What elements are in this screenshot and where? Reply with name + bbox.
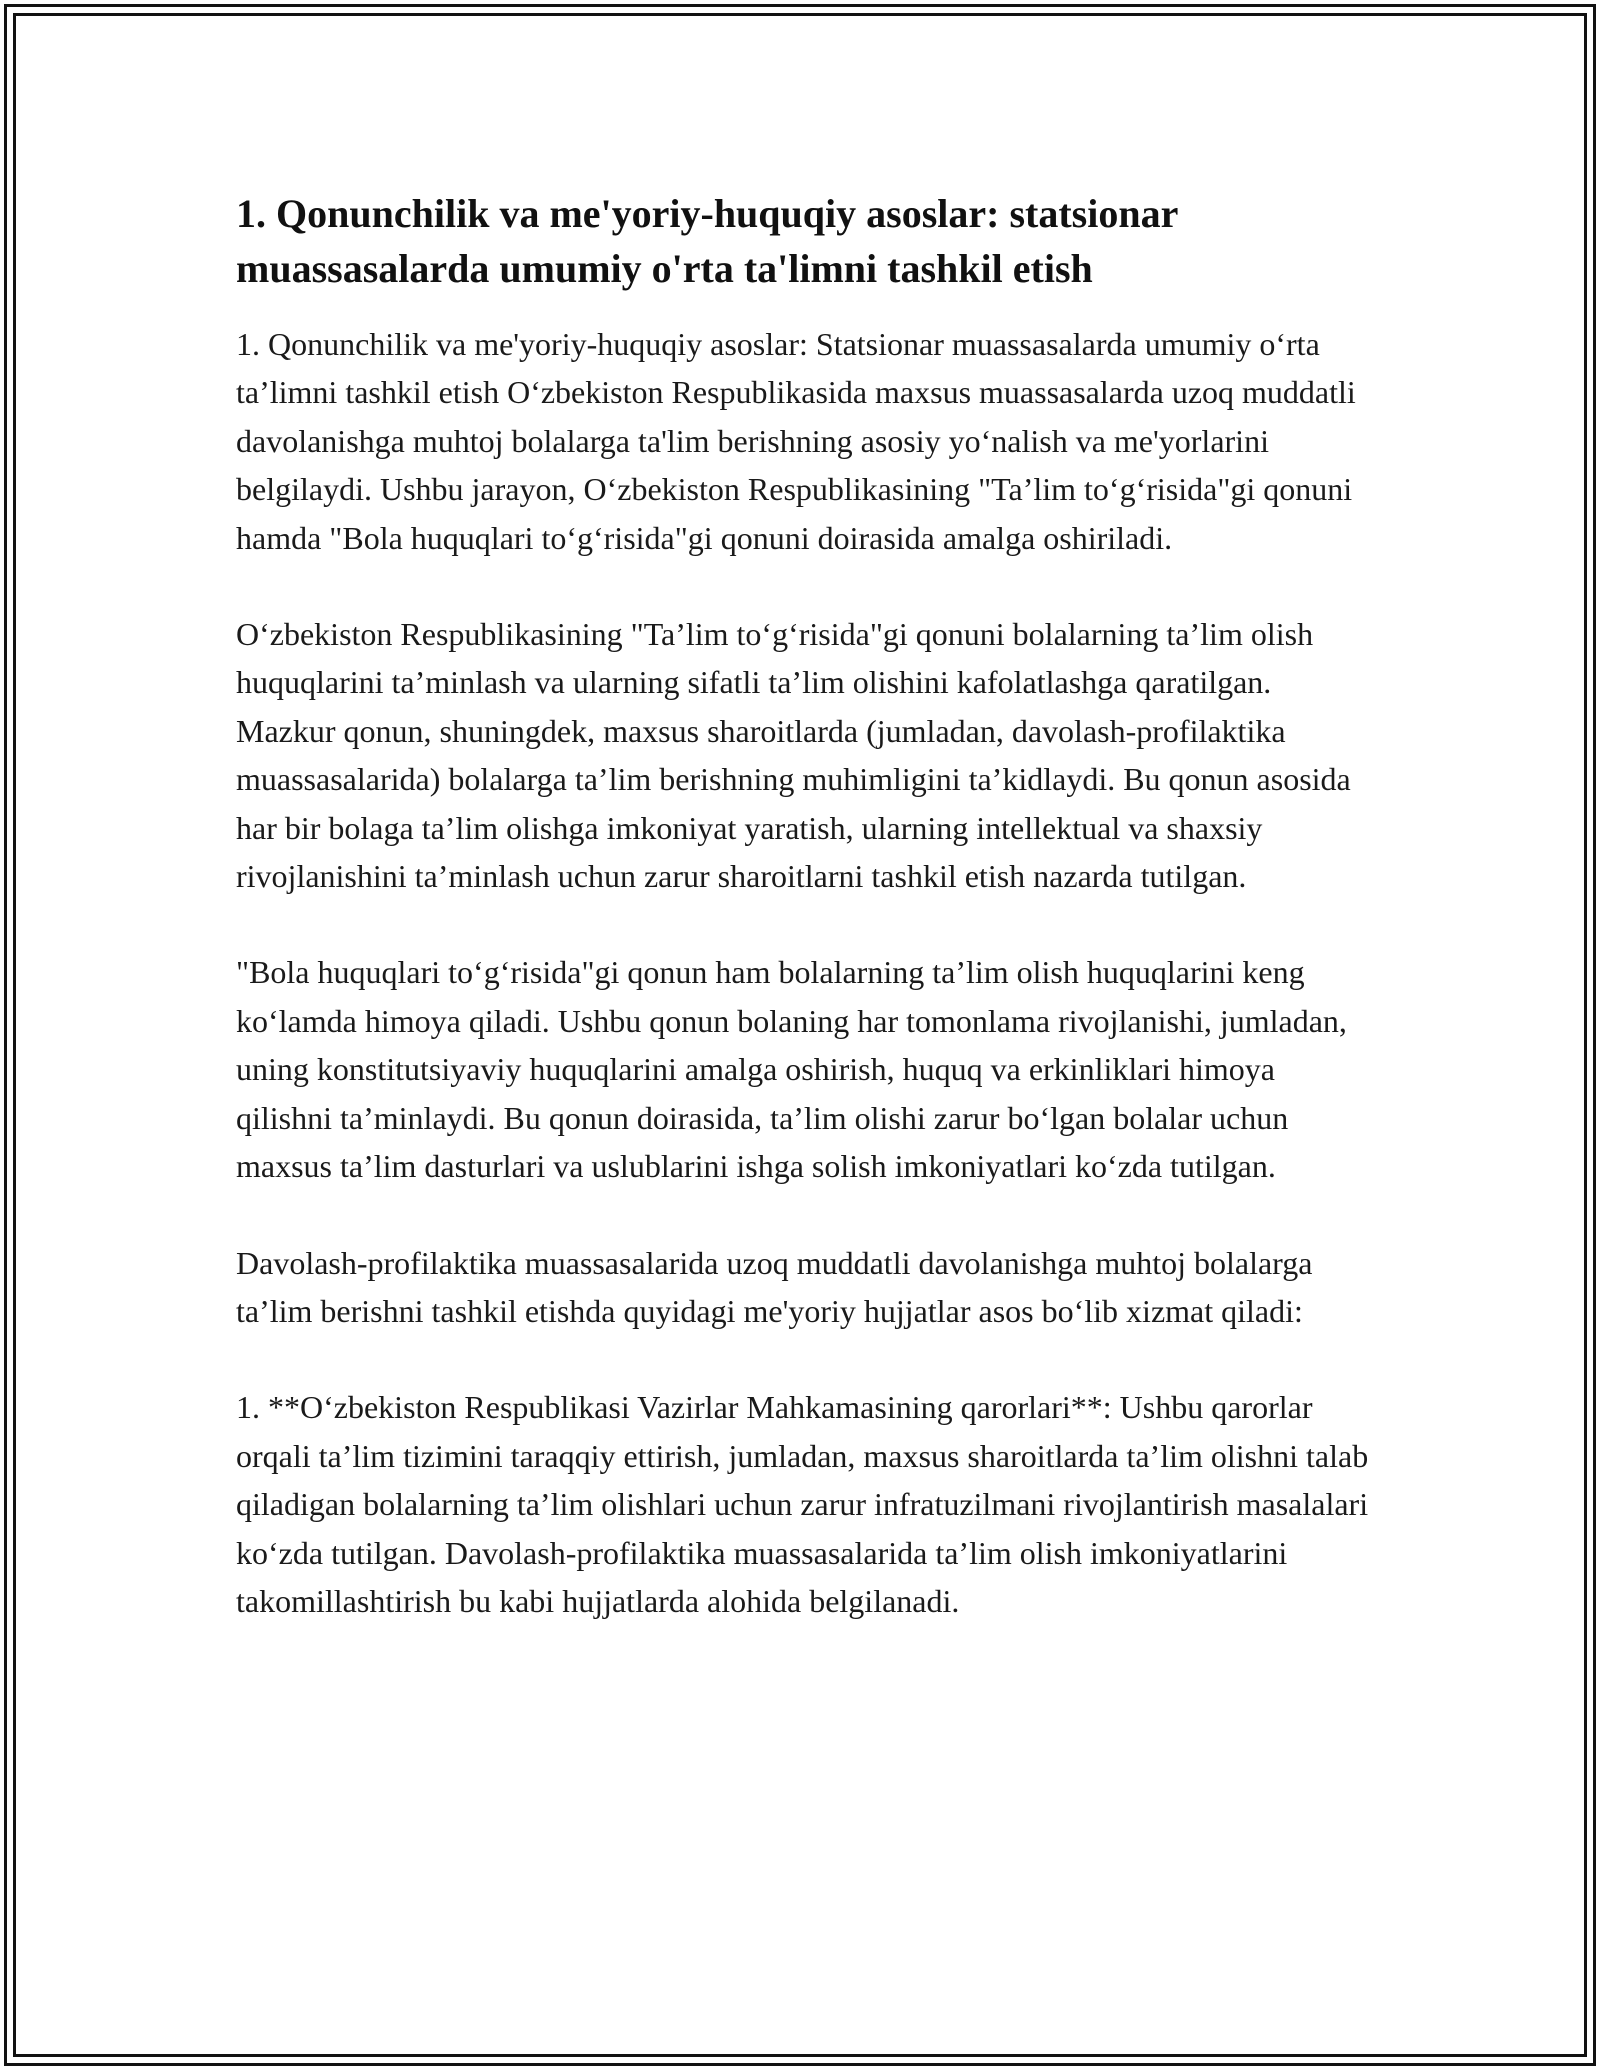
- paragraph-intro: 1. Qonunchilik va me'yoriy-huquqiy asoslar: Statsionar muassasalarda umumiy o‘rta ta’limni tashkil etish O‘zbekiston Respublikasida maxsus muassasalarda uzoq muddatli davolanishga muhtoj bolalarga ta'lim berishning asosiy yo‘nalish va me'yorlarini belgilaydi. Ushbu jarayon, O‘zbekiston Respublikasining "Ta’lim to‘g‘risida"gi qonuni hamda "Bola huquqlari to‘g‘risida"gi qonuni doirasida amalga oshiriladi.: [236, 326, 1356, 556]
- paragraph-cabinet-resolutions: 1. **O‘zbekiston Respublikasi Vazirlar Mahkamasining qarorlari**: Ushbu qarorlar orqali ta’lim tizimini taraqqiy ettirish, jumladan, maxsus sharoitlarda ta’lim olishni talab qiladigan bolalarning ta’lim olishlari uchun zarur infratuzilmani rivojlantirish masalalari ko‘zda tutilgan. Davolash-profilaktika muassasalarida ta’lim olish imkoniyatlarini takomillashtirish bu kabi hujjatlarda alohida belgilanadi.: [236, 1389, 1369, 1619]
- document-title: 1. Qonunchilik va me'yoriy-huquqiy asoslar: statsionar muassasalarda umumiy o'rta ta'limni tashkil etish: [236, 191, 1178, 291]
- paragraph-child-rights-law: "Bola huquqlari to‘g‘risida"gi qonun ham bolalarning ta’lim olish huquqlarini keng ko‘lamda himoya qiladi. Ushbu qonun bolaning har tomonlama rivojlanishi, jumladan, uning konstitutsiyaviy huquqlarini amalga oshirish, huquq va erkinliklari himoya qilishni ta’minlaydi. Bu qonun doirasida, ta’lim olishi zarur bo‘lgan bolalar uchun maxsus ta’lim dasturlari va uslublarini ishga solish imkoniyatlari ko‘zda tutilgan.: [236, 954, 1347, 1185]
- paragraph-education-law: O‘zbekiston Respublikasining "Ta’lim to‘g‘risida"gi qonuni bolalarning ta’lim olish huquqlarini ta’minlash va ularning sifatli ta’lim olishini kafolatlashga qaratilgan. Mazkur qonun, shuningdek, maxsus sharoitlarda (jumladan, davolash-profilaktika muassasalarida) bolalarga ta’lim berishning muhimligini ta’kidlaydi. Bu qonun asosida har bir bolaga ta’lim olishga imkoniyat yaratish, ularning intellektual va shaxsiy rivojlanishini ta’minlash uchun zarur sharoitlarni tashkil etish nazarda tutilgan.: [236, 616, 1351, 895]
- document-body: [236, 186, 1376, 1673]
- paragraph-normative-documents: Davolash-profilaktika muassasalarida uzoq muddatli davolanishga muhtoj bolalarga ta’lim berishni tashkil etishda quyidagi me'yoriy hujjatlar asos bo‘lib xizmat qiladi:: [236, 1244, 1313, 1329]
